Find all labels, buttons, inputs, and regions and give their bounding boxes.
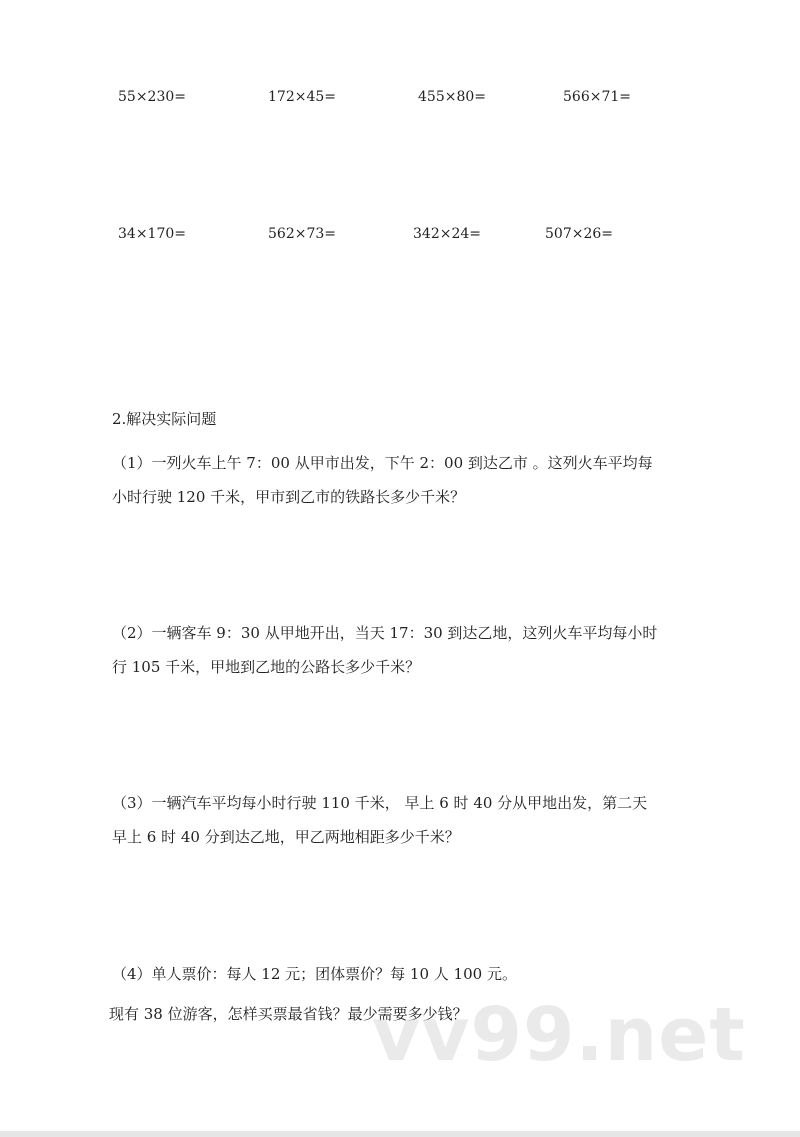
calc-problem: 562×73= — [268, 226, 336, 242]
question-text: （4）单人票价：每人 12 元；团体票价？每 10 人 100 元。 — [112, 965, 517, 983]
watermark: vv99.net — [372, 992, 746, 1078]
calc-problem: 55×230= — [118, 89, 186, 105]
calc-problem: 455×80= — [418, 89, 486, 105]
calc-problem: 34×170= — [118, 226, 186, 242]
calc-problem: 566×71= — [563, 89, 631, 105]
section-title: 2.解决实际问题 — [112, 410, 217, 428]
question-text: 行 105 千米，甲地到乙地的公路长多少千米？ — [112, 658, 421, 676]
question-3 — [112, 786, 712, 854]
question-text: 早上 6 时 40 分到达乙地，甲乙两地相距多少千米？ — [112, 828, 460, 846]
question-1 — [112, 446, 712, 514]
question-text: （2）一辆客车 9：30 从甲地开出，当天 17：30 到达乙地，这列火车平均每小时 — [112, 624, 658, 642]
page-bottom-edge — [0, 1131, 800, 1137]
question-text: 小时行驶 120 千米，甲市到乙市的铁路长多少千米？ — [112, 488, 466, 506]
calc-problem: 172×45= — [268, 89, 336, 105]
question-text: （1）一列火车上午 7：00 从甲市出发，下午 2：00 到达乙市 。这列火车平均每 — [112, 454, 653, 472]
calc-problem: 342×24= — [413, 226, 481, 242]
question-text: （3）一辆汽车平均每小时行驶 110 千米， 早上 6 时 40 分从甲地出发，第二天 — [112, 794, 648, 812]
calc-problem: 507×26= — [545, 226, 613, 242]
question-2 — [112, 616, 712, 684]
question-text: 现有 38 位游客，怎样买票最省钱？最少需要多少钱？ — [109, 1005, 468, 1023]
